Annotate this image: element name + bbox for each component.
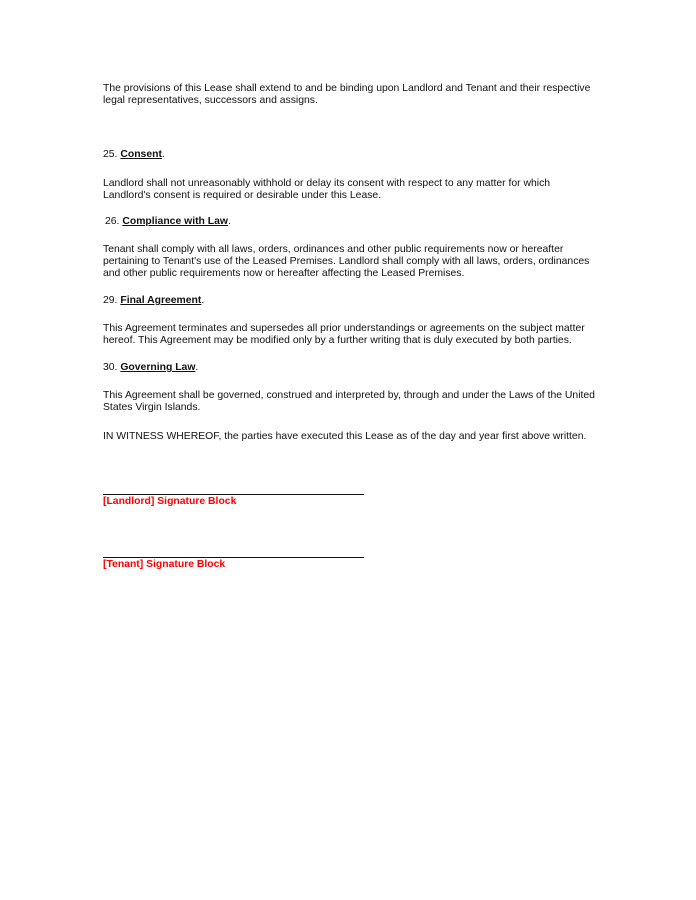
section-30-number: 30.: [103, 362, 118, 373]
section-30-title: Governing Law: [120, 362, 196, 373]
section-30-heading: 30. Governing Law.: [103, 362, 199, 373]
section-30-body: This Agreement shall be governed, construed and interpreted by, through and under the Laws of the United States Virgin Islands.: [103, 390, 595, 414]
tenant-signature-label: [Tenant] Signature Block: [103, 559, 226, 570]
section-25-title: Consent: [120, 149, 162, 160]
section-29-body: This Agreement terminates and supersedes all prior understandings or agreements on the subject matter hereof. This Agreement may be modified only by a further writing that is duly executed by both parties.: [103, 323, 585, 347]
section-26-heading: 26. Compliance with Law.: [105, 216, 231, 227]
tenant-signature-line[interactable]: [103, 557, 364, 558]
section-25-body: Landlord shall not unreasonably withhold or delay its consent with respect to any matter for which Landlord's consent is required or desirable under this Lease.: [103, 178, 551, 202]
section-26-body: Tenant shall comply with all laws, orders, ordinances and other public requirements now or hereafter pertaining to Tenant's use of the Leased Premises. Landlord shall comply with all laws, orders, ordinances and other public requirements now or hereafter affecting the Leased Premises.: [103, 244, 590, 280]
section-29-heading: 29. Final Agreement.: [103, 295, 205, 306]
landlord-signature-line[interactable]: [103, 494, 364, 495]
section-29-title: Final Agreement: [120, 295, 202, 306]
section-25-number: 25.: [103, 149, 118, 160]
section-26-number: 26.: [105, 216, 120, 227]
witness-paragraph: IN WITNESS WHEREOF, the parties have executed this Lease as of the day and year first above written.: [103, 431, 587, 442]
section-29-number: 29.: [103, 295, 118, 306]
intro-paragraph: The provisions of this Lease shall extend to and be binding upon Landlord and Tenant and their respective legal representatives, successors and assigns.: [103, 83, 591, 107]
section-26-title: Compliance with Law: [122, 216, 228, 227]
landlord-signature-label: [Landlord] Signature Block: [103, 496, 237, 507]
section-25-heading: 25. Consent.: [103, 149, 165, 160]
